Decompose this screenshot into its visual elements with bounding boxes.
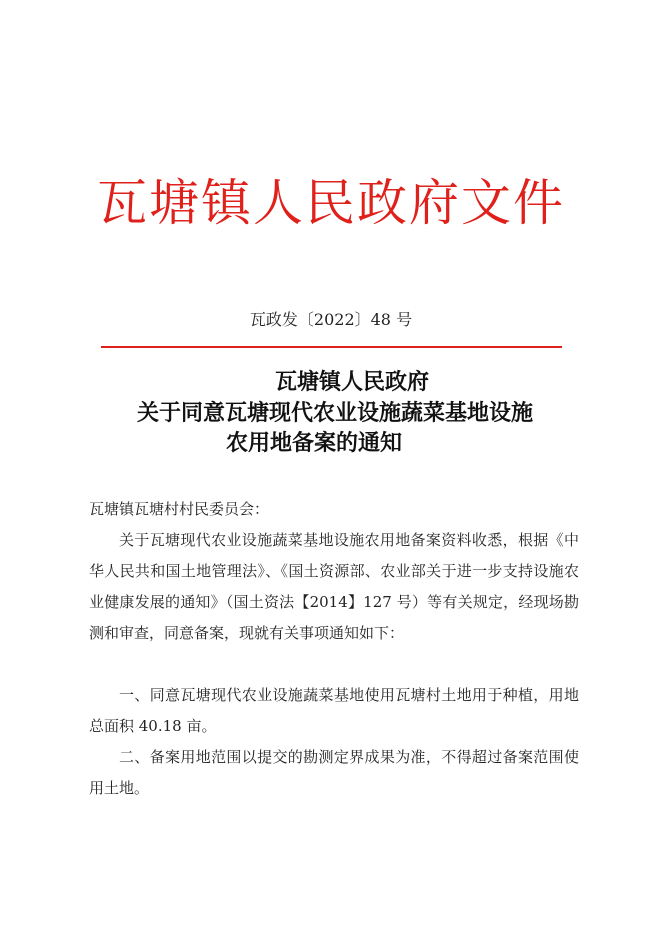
document-number: 瓦政发〔2022〕48 号 [249,310,413,329]
document-header-title: 瓦塘镇人民政府文件 [97,174,565,232]
red-separator-line [101,346,562,348]
paragraph-item-2: 二、备案用地范围以提交的勘测定界成果为准，不得超过备案范围使用土地。 [89,748,579,797]
title-line-3: 农用地备案的通知 [226,430,403,456]
paragraph-intro: 关于瓦塘现代农业设施蔬菜基地设施农用地备案资料收悉，根据《中华人民共和国土地管理法》、《国土资源部、农业部关于进一步支持设施农业健康发展的通知》（国土资法【2014】127 号）等有关规定，经现场勘测和审查，同意备案，现就有关事项通知如下： [89,531,579,642]
title-line-2: 关于同意瓦塘现代农业设施蔬菜基地设施 [137,400,534,426]
salutation: 瓦塘镇瓦塘村村民委员会： [89,500,270,518]
title-line-1: 瓦塘镇人民政府 [275,369,430,395]
paragraph-item-1: 一、同意瓦塘现代农业设施蔬菜基地使用瓦塘村土地用于种植，用地总面积 40.18 亩。 [89,686,579,735]
